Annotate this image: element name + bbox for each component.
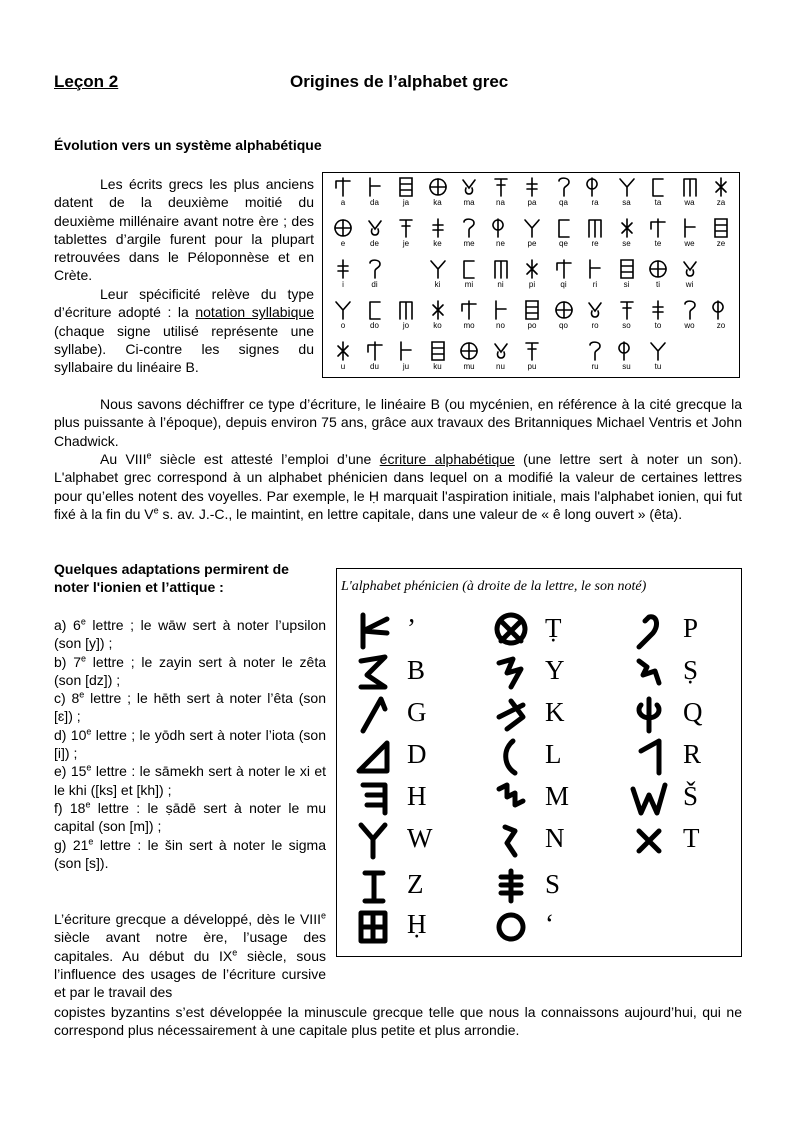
- phoenician-sound-label: G: [407, 697, 427, 727]
- linear-b-glyph-icon: [611, 176, 643, 198]
- linear-b-sign: [642, 258, 674, 289]
- linear-b-sign: [453, 217, 485, 248]
- linear-b-glyph-icon: [422, 217, 454, 239]
- linear-b-glyph-icon: [359, 176, 391, 198]
- phoenician-alphabet-box: [336, 568, 742, 957]
- linear-b-sign: [579, 217, 611, 248]
- linear-b-syllable-label: do: [370, 321, 379, 330]
- linear-b-syllable-label: je: [402, 239, 410, 248]
- linear-b-glyph-icon: [642, 217, 674, 239]
- phoenician-letter-icon: [489, 737, 533, 782]
- phoenician-sound-label: H: [407, 781, 427, 811]
- linear-b-glyph-icon: [359, 217, 391, 239]
- phoenician-sound-label: P: [683, 613, 699, 643]
- phoenician-sound-label: Y: [545, 655, 565, 685]
- linear-b-glyph-icon: [359, 340, 391, 362]
- linear-b-glyph-icon: [327, 299, 359, 321]
- linear-b-sign: [390, 340, 422, 371]
- linear-b-syllable-label: te: [654, 239, 662, 248]
- paragraph-syllabic: Leur spécificité relève du type d’écriture adopté : la notation syllabique (chaque signe utilisé représente une syllabe). Ci-contre les signes du syllabaire du linéaire B.: [54, 286, 314, 376]
- phoenician-sound-label: S: [545, 869, 561, 899]
- adaptation-item: c) 8e lettre ; le hēth sert à noter l’êta (son [ɛ]) ;: [54, 689, 326, 725]
- linear-b-syllable-label: wo: [684, 321, 695, 330]
- linear-b-glyph-icon: [642, 176, 674, 198]
- linear-b-syllable-label: so: [622, 321, 631, 330]
- phoenician-sound-label: ’: [407, 613, 416, 643]
- phoenician-sound-label: D: [407, 739, 427, 769]
- linear-b-glyph-icon: [453, 217, 485, 239]
- phoenician-letter-icon: [351, 907, 395, 952]
- linear-b-syllable-label: za: [716, 198, 726, 207]
- linear-b-sign: [485, 217, 517, 248]
- linear-b-syllable-label: ra: [591, 198, 599, 207]
- linear-b-sign: [642, 176, 674, 207]
- linear-b-sign: [548, 176, 580, 207]
- phoenician-letter-icon: [627, 653, 671, 698]
- linear-b-glyph-icon: [485, 299, 517, 321]
- linear-b-syllable-label: wa: [684, 198, 695, 207]
- linear-b-glyph-icon: [548, 258, 580, 280]
- linear-b-sign: [516, 217, 548, 248]
- linear-b-sign: [548, 299, 580, 330]
- linear-b-sign: [705, 299, 737, 330]
- linear-b-glyph-icon: [422, 299, 454, 321]
- phoenician-sound-label: Š: [683, 781, 699, 811]
- phoenician-letter-icon: [351, 821, 395, 866]
- linear-b-glyph-icon: [453, 176, 485, 198]
- linear-b-glyph-icon: [327, 258, 359, 280]
- linear-b-syllable-label: di: [371, 280, 378, 289]
- phoenician-letter-icon: [627, 611, 671, 656]
- linear-b-glyph-icon: [705, 217, 737, 239]
- phoenician-letter-icon: [351, 737, 395, 782]
- linear-b-sign: [359, 340, 391, 371]
- linear-b-syllable-label: zo: [716, 321, 726, 330]
- linear-b-syllable-label: qi: [560, 280, 567, 289]
- linear-b-sign: [579, 299, 611, 330]
- phoenician-letter-icon: [627, 821, 671, 866]
- linear-b-glyph-icon: [327, 176, 359, 198]
- linear-b-glyph-icon: [611, 258, 643, 280]
- phoenician-sound-label: T: [683, 823, 700, 853]
- linear-b-glyph-icon: [674, 217, 706, 239]
- phoenician-letter-icon: [351, 779, 395, 824]
- linear-b-sign: [579, 340, 611, 371]
- linear-b-syllable-label: su: [622, 362, 631, 371]
- linear-b-glyph-icon: [674, 176, 706, 198]
- linear-b-syllable-label: ta: [654, 198, 662, 207]
- syllabic-notation-term: notation syllabique: [195, 304, 314, 321]
- linear-b-syllable-label: to: [654, 321, 662, 330]
- linear-b-table: [322, 172, 740, 378]
- linear-b-syllable-label: ki: [434, 280, 441, 289]
- linear-b-sign: [390, 217, 422, 248]
- linear-b-sign: [453, 340, 485, 371]
- lesson-label: Leçon 2: [54, 72, 119, 91]
- linear-b-sign: [674, 299, 706, 330]
- linear-b-glyph-icon: [579, 217, 611, 239]
- linear-b-glyph-icon: [485, 258, 517, 280]
- linear-b-sign: [453, 258, 485, 289]
- phoenician-sound-label: K: [545, 697, 565, 727]
- linear-b-glyph-icon: [579, 299, 611, 321]
- phoenician-letter-icon: [627, 695, 671, 740]
- linear-b-glyph-icon: [579, 340, 611, 362]
- linear-b-glyph-icon: [548, 176, 580, 198]
- linear-b-syllable-label: mi: [464, 280, 474, 289]
- linear-b-syllable-label: ze: [716, 239, 726, 248]
- linear-b-sign: [390, 299, 422, 330]
- linear-b-glyph-icon: [642, 299, 674, 321]
- linear-b-glyph-icon: [705, 176, 737, 198]
- linear-b-syllable-label: nu: [496, 362, 505, 371]
- linear-b-sign: [705, 176, 737, 207]
- linear-b-sign: [485, 299, 517, 330]
- linear-b-sign: [674, 176, 706, 207]
- section-heading-adaptations: Quelques adaptations permirent de noter l'ionien et l’attique :: [54, 561, 289, 595]
- paragraph-closing-full: copistes byzantins s’est développée la minuscule grecque telle que nous la connaissons aujourd’hui, qui ne correspond plus nécessairement à une capitale plus petite et plus arrondie.: [54, 1004, 742, 1039]
- linear-b-glyph-icon: [390, 340, 422, 362]
- linear-b-glyph-icon: [327, 340, 359, 362]
- phoenician-sound-label: ‘: [545, 909, 554, 939]
- phoenician-letter-icon: [627, 779, 671, 824]
- phoenician-letter-icon: [627, 737, 671, 782]
- linear-b-syllable-label: na: [496, 198, 505, 207]
- linear-b-glyph-icon: [579, 258, 611, 280]
- linear-b-sign: [516, 299, 548, 330]
- linear-b-sign: [359, 299, 391, 330]
- linear-b-glyph-icon: [516, 340, 548, 362]
- phoenician-letter-icon: [489, 907, 533, 952]
- linear-b-glyph-icon: [359, 258, 391, 280]
- linear-b-glyph-icon: [642, 258, 674, 280]
- linear-b-glyph-icon: [390, 299, 422, 321]
- alphabetic-writing-term: écriture alphabétique: [379, 451, 515, 467]
- linear-b-syllable-label: ri: [592, 280, 598, 289]
- adaptation-list: [54, 616, 326, 872]
- linear-b-syllable-label: u: [340, 362, 346, 371]
- section-heading-evolution: Évolution vers un système alphabétique: [54, 137, 322, 153]
- linear-b-syllable-label: ku: [433, 362, 442, 371]
- phoenician-sound-label: Ṣ: [683, 655, 699, 685]
- adaptation-item: b) 7e lettre ; le zayin sert à noter le zêta (son [dz]) ;: [54, 652, 326, 688]
- linear-b-syllable-label: wi: [685, 280, 694, 289]
- linear-b-syllable-label: ni: [497, 280, 504, 289]
- linear-b-sign: [548, 217, 580, 248]
- linear-b-glyph-icon: [485, 176, 517, 198]
- linear-b-glyph-icon: [485, 340, 517, 362]
- linear-b-sign: [422, 217, 454, 248]
- linear-b-sign: [359, 176, 391, 207]
- linear-b-syllable-label: mo: [463, 321, 475, 330]
- linear-b-syllable-label: ke: [433, 239, 442, 248]
- linear-b-syllable-label: jo: [402, 321, 410, 330]
- linear-b-glyph-icon: [453, 299, 485, 321]
- linear-b-syllable-label: qe: [559, 239, 568, 248]
- linear-b-syllable-label: pe: [527, 239, 537, 248]
- linear-b-glyph-icon: [516, 217, 548, 239]
- linear-b-glyph-icon: [327, 217, 359, 239]
- phoenician-sound-label: W: [407, 823, 433, 853]
- linear-b-syllable-label: mu: [463, 362, 475, 371]
- adaptation-item: g) 21e lettre : le šin sert à noter le sigma (son [s]).: [54, 835, 326, 871]
- linear-b-sign: [611, 258, 643, 289]
- linear-b-sign: [642, 217, 674, 248]
- linear-b-sign: [548, 258, 580, 289]
- phoenician-letter-icon: [351, 867, 395, 912]
- linear-b-glyph-icon: [705, 299, 737, 321]
- linear-b-sign: [642, 299, 674, 330]
- adaptation-item: f) 18e lettre : le ṣādē sert à noter le mu capital (son [m]) ;: [54, 799, 327, 835]
- linear-b-glyph-icon: [422, 176, 454, 198]
- linear-b-syllable-label: pa: [527, 198, 537, 207]
- linear-b-glyph-icon: [516, 299, 548, 321]
- linear-b-sign: [674, 217, 706, 248]
- linear-b-sign: [611, 340, 643, 371]
- linear-b-glyph-icon: [453, 258, 485, 280]
- phoenician-letter-icon: [351, 695, 395, 740]
- adaptation-item: e) 15e lettre : le sāmekh sert à noter le xi et le khi ([ks] et [kh]) ;: [54, 762, 326, 798]
- linear-b-glyph-icon: [674, 258, 706, 280]
- linear-b-syllable-label: ko: [433, 321, 442, 330]
- linear-b-syllable-label: o: [340, 321, 346, 330]
- page-title: Origines de l’alphabet grec: [290, 72, 509, 91]
- phoenician-letter-icon: [489, 611, 533, 656]
- phoenician-letter-icon: [489, 779, 533, 824]
- linear-b-syllable-label: si: [623, 280, 630, 289]
- linear-b-syllable-label: ne: [496, 239, 505, 248]
- linear-b-glyph-icon: [390, 176, 422, 198]
- linear-b-syllable-label: ro: [591, 321, 599, 330]
- linear-b-sign: [485, 176, 517, 207]
- linear-b-glyph-icon: [422, 258, 454, 280]
- phoenician-letter-icon: [489, 867, 533, 912]
- phoenician-sound-label: Q: [683, 697, 703, 727]
- linear-b-syllable-label: ru: [591, 362, 599, 371]
- linear-b-syllable-label: a: [340, 198, 346, 207]
- linear-b-sign: [422, 176, 454, 207]
- linear-b-sign: [422, 258, 454, 289]
- phoenician-sound-label: Z: [407, 869, 424, 899]
- linear-b-syllable-label: tu: [654, 362, 662, 371]
- linear-b-glyph-icon: [548, 299, 580, 321]
- linear-b-glyph-icon: [453, 340, 485, 362]
- phoenician-sound-label: B: [407, 655, 426, 685]
- linear-b-sign: [579, 258, 611, 289]
- linear-b-syllable-label: ma: [463, 198, 475, 207]
- linear-b-syllable-label: pi: [528, 280, 536, 289]
- phoenician-letter-icon: [489, 821, 533, 866]
- paragraph-closing-left: L’écriture grecque a développé, dès le VIIIe siècle avant notre ère, l’usage des capitales. Au début du IXe siècle, sous l’influence des usages de l’écriture cursive et par le travail des: [54, 910, 326, 1001]
- linear-b-sign: [327, 340, 359, 371]
- paragraph-intro: Les écrits grecs les plus anciens datent de la deuxième moitié du deuxième millénaire avant notre ère ; des tablettes d’argile furent pour la plupart retrouvées dans le Péloponnèse et en Crète.: [54, 176, 314, 284]
- linear-b-glyph-icon: [390, 217, 422, 239]
- linear-b-sign: [516, 258, 548, 289]
- linear-b-sign: [611, 299, 643, 330]
- linear-b-sign: [516, 176, 548, 207]
- linear-b-sign: [485, 340, 517, 371]
- linear-b-syllable-label: se: [622, 239, 631, 248]
- linear-b-glyph-icon: [359, 299, 391, 321]
- phoenician-sound-label: Ṭ: [545, 613, 562, 643]
- linear-b-syllable-label: ka: [433, 198, 442, 207]
- linear-b-syllable-label: du: [370, 362, 379, 371]
- linear-b-sign: [579, 176, 611, 207]
- linear-b-syllable-label: we: [684, 239, 695, 248]
- linear-b-glyph-icon: [642, 340, 674, 362]
- phoenician-letter-icon: [489, 695, 533, 740]
- linear-b-glyph-icon: [485, 217, 517, 239]
- linear-b-syllable-label: re: [591, 239, 599, 248]
- linear-b-sign: [453, 299, 485, 330]
- linear-b-sign: [705, 217, 737, 248]
- linear-b-syllable-label: e: [340, 239, 346, 248]
- linear-b-sign: [359, 217, 391, 248]
- linear-b-sign: [327, 299, 359, 330]
- linear-b-syllable-label: qo: [559, 321, 568, 330]
- linear-b-sign: [359, 258, 391, 289]
- linear-b-glyph-icon: [516, 258, 548, 280]
- linear-b-sign: [674, 258, 706, 289]
- adaptation-item: a) 6e lettre ; le wāw sert à noter l’upsilon (son [y]) ;: [54, 616, 327, 652]
- linear-b-sign: [642, 340, 674, 371]
- linear-b-glyph-icon: [611, 217, 643, 239]
- linear-b-syllable-label: me: [463, 239, 475, 248]
- linear-b-sign: [611, 176, 643, 207]
- linear-b-syllable-label: qa: [559, 198, 568, 207]
- linear-b-sign: [422, 340, 454, 371]
- linear-b-syllable-label: i: [342, 280, 344, 289]
- linear-b-syllable-label: ja: [402, 198, 410, 207]
- linear-b-syllable-label: de: [370, 239, 379, 248]
- phoenician-sound-label: R: [683, 739, 702, 769]
- linear-b-glyph-icon: [611, 299, 643, 321]
- linear-b-syllable-label: ti: [656, 280, 660, 289]
- linear-b-sign: [327, 217, 359, 248]
- linear-b-sign: [611, 217, 643, 248]
- phoenician-sound-label: M: [545, 781, 570, 811]
- phoenician-caption: L'alphabet phénicien (à droite de la lettre, le son noté): [341, 579, 647, 594]
- linear-b-syllable-label: sa: [622, 198, 631, 207]
- linear-b-glyph-icon: [611, 340, 643, 362]
- linear-b-syllable-label: da: [370, 198, 379, 207]
- adaptation-item: d) 10e lettre ; le yōdh sert à noter l’iota (son [i]) ;: [54, 726, 326, 762]
- phoenician-letter-icon: [351, 611, 395, 656]
- linear-b-glyph-icon: [516, 176, 548, 198]
- linear-b-syllable-label: po: [527, 321, 537, 330]
- linear-b-sign: [422, 299, 454, 330]
- linear-b-glyph-icon: [579, 176, 611, 198]
- linear-b-sign: [327, 258, 359, 289]
- phoenician-sound-label: Ḥ: [407, 909, 427, 939]
- linear-b-syllable-label: ju: [402, 362, 410, 371]
- linear-b-syllable-label: no: [496, 321, 505, 330]
- paragraph-alphabetic: Au VIIIe siècle est attesté l’emploi d’une écriture alphabétique (une lettre sert à noter un son). L'alphabet grec correspond à un alphabet phénicien dans lequel on a modifié la valeur de certaines lettres pour qu’elles notent des voyelles. Par exemple, le Ḥ marquait l'aspiration initiale, mais l'alphabet ionien, qui fut fixé à la fin du Ve s. av. J.-C., le maintint, en lettre capitale, dans une valeur de « ê long ouvert » (êta).: [54, 450, 743, 522]
- linear-b-glyph-icon: [548, 217, 580, 239]
- linear-b-sign: [516, 340, 548, 371]
- linear-b-sign: [453, 176, 485, 207]
- phoenician-letter-icon: [351, 653, 395, 698]
- linear-b-sign: [485, 258, 517, 289]
- linear-b-sign: [390, 176, 422, 207]
- phoenician-sound-label: L: [545, 739, 562, 769]
- phoenician-letter-icon: [489, 653, 533, 698]
- paragraph-decipherment: Nous savons déchiffrer ce type d’écriture, le linéaire B (ou mycénien, en référence à la cité grecque la plus puissante à l’époque), depuis environ 75 ans, grâce aux travaux des Britanniques Michael Ventris et John Chadwick.: [54, 396, 742, 449]
- linear-b-glyph-icon: [674, 299, 706, 321]
- linear-b-glyph-icon: [422, 340, 454, 362]
- linear-b-syllable-label: pu: [527, 362, 537, 371]
- phoenician-sound-label: N: [545, 823, 565, 853]
- linear-b-sign: [327, 176, 359, 207]
